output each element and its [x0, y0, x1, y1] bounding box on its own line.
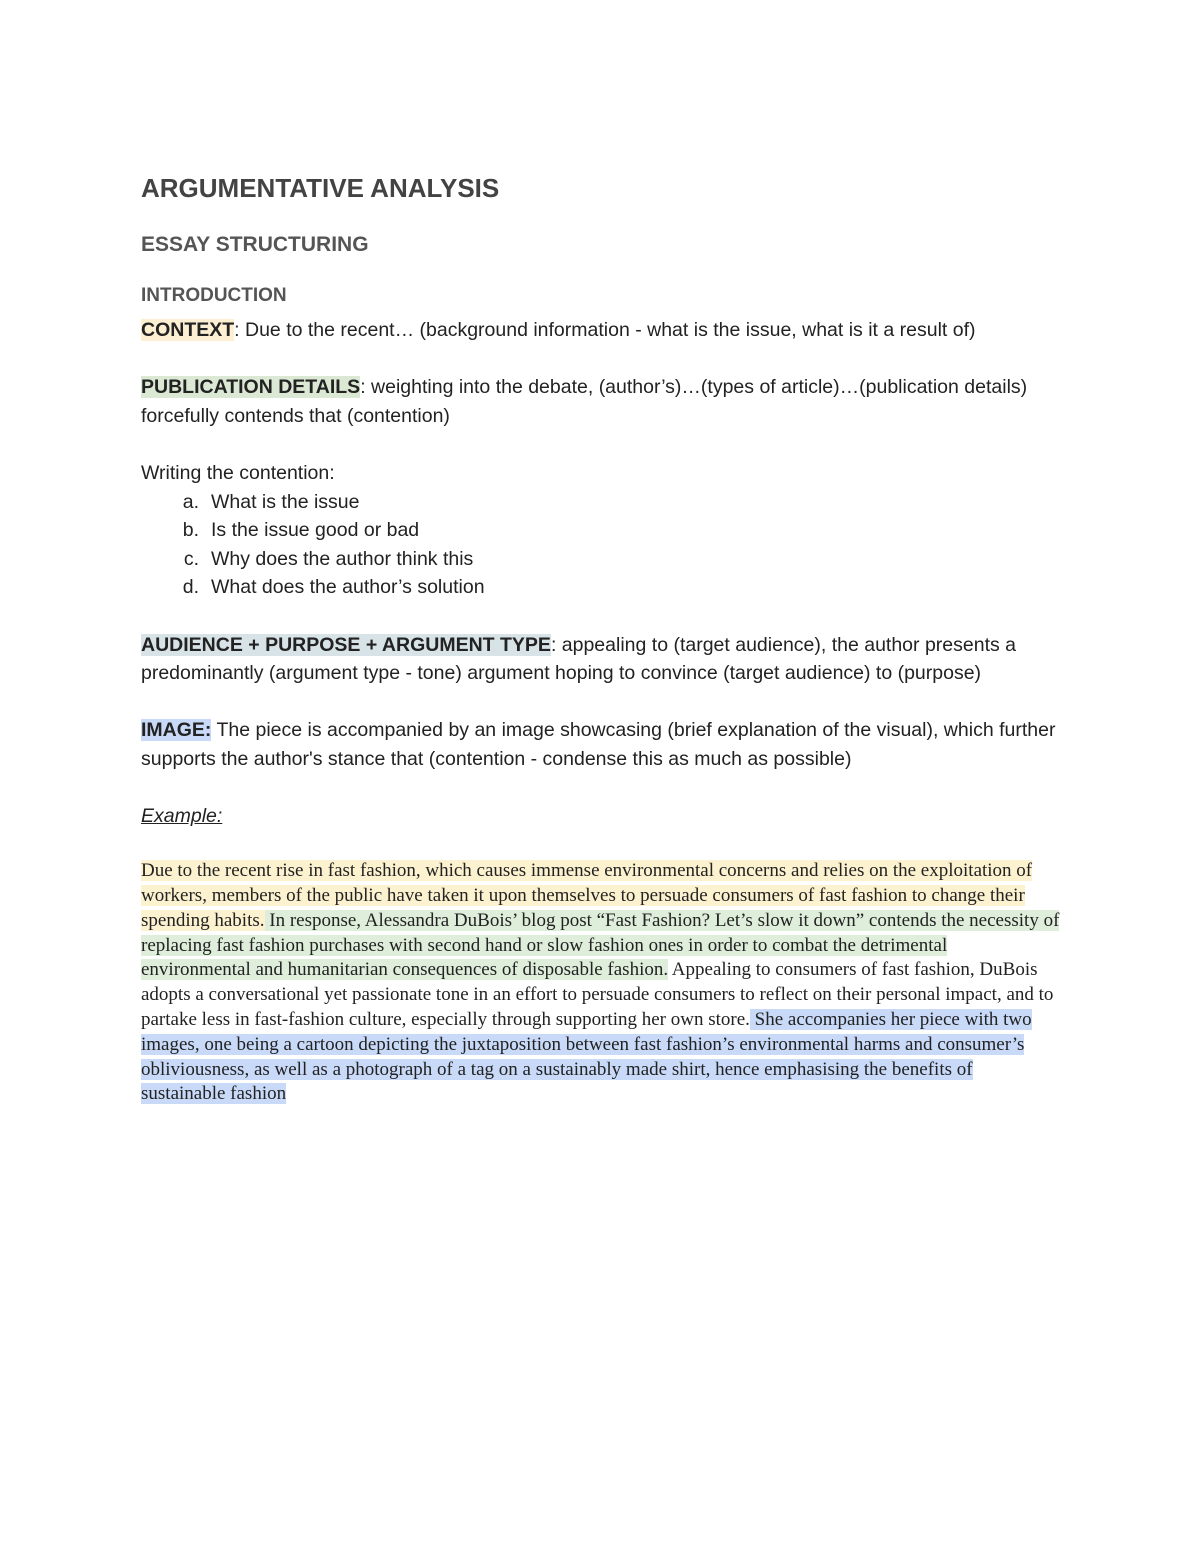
section-heading: INTRODUCTION — [141, 285, 287, 306]
contention-list — [141, 488, 1061, 602]
publication-label: PUBLICATION DETAILS — [141, 376, 361, 399]
audience-text: : appealing to (target audience), the author presents a predominantly (argument type - tone) argument hoping to convince (target audience) to (purpose) — [141, 633, 1016, 685]
example-image: She accompanies her piece with two images, one being a cartoon depicting the juxtaposition between fast fashion’s environmental harms and consumer’s obliviousness, as well as a photograph of a tag on a sustainably made shirt, hence emphasising the benefits of sustainable fashion — [141, 1009, 1032, 1105]
list-item — [141, 488, 1061, 517]
list-marker: c. — [183, 547, 199, 570]
list-item — [141, 573, 1061, 602]
publication-text: : weighting into the debate, (author’s)…(types of article)…(publication details) forcefully contends that (contention) — [141, 376, 1028, 427]
audience-label: AUDIENCE + PURPOSE + ARGUMENT TYPE — [141, 633, 551, 656]
context-label: CONTEXT — [141, 319, 235, 341]
example-context: Due to the recent rise in fast fashion, which causes immense environmental concerns and relies on the exploitation of workers, members of the public have taken it upon themselves to persuade consumers of fast fashion to change their spending habits. — [141, 860, 1033, 931]
publication-paragraph — [141, 373, 1061, 430]
list-item-text: What is the issue — [211, 490, 360, 513]
document-subtitle: ESSAY STRUCTURING — [141, 233, 369, 256]
example-paragraph — [141, 859, 1061, 1107]
image-label: IMAGE: — [141, 719, 212, 742]
list-item-text: Is the issue good or bad — [211, 519, 420, 542]
audience-paragraph — [141, 631, 1061, 688]
document-content — [141, 170, 1061, 1107]
image-paragraph — [141, 716, 1061, 773]
example-label: Example: — [141, 805, 223, 828]
example-publication: In response, Alessandra DuBois’ blog post “Fast Fashion? Let’s slow it down” contends the necessity of replacing fast fashion purchases with second hand or slow fashion ones in order to combat the detrimental environmental and humanitarian consequences of disposable fashion. — [141, 909, 1060, 981]
example-audience: Appealing to consumers of fast fashion, DuBois adopts a conversational yet passionate tone in an effort to persuade consumers to reflect on their personal impact, and to partake less in fast-fashion culture, especially through supporting her own store. — [141, 959, 1054, 1031]
list-marker: b. — [182, 519, 199, 542]
document-title: ARGUMENTATIVE ANALYSIS — [141, 173, 500, 203]
image-text: The piece is accompanied by an image showcasing (brief explanation of the visual), which further supports the author's stance that (contention - condense this as much as possible) — [141, 719, 1056, 770]
example-label-line — [141, 802, 1061, 831]
list-item — [141, 516, 1061, 545]
context-paragraph — [141, 316, 1061, 345]
contention-heading: Writing the contention: — [141, 461, 335, 484]
list-item — [141, 545, 1061, 574]
list-marker: a. — [182, 490, 199, 513]
list-item-text: What does the author’s solution — [211, 576, 485, 599]
context-text: : Due to the recent… (background information - what is the issue, what is it a result of) — [234, 319, 976, 341]
list-marker: d. — [182, 576, 199, 599]
list-item-text: Why does the author think this — [211, 547, 474, 570]
